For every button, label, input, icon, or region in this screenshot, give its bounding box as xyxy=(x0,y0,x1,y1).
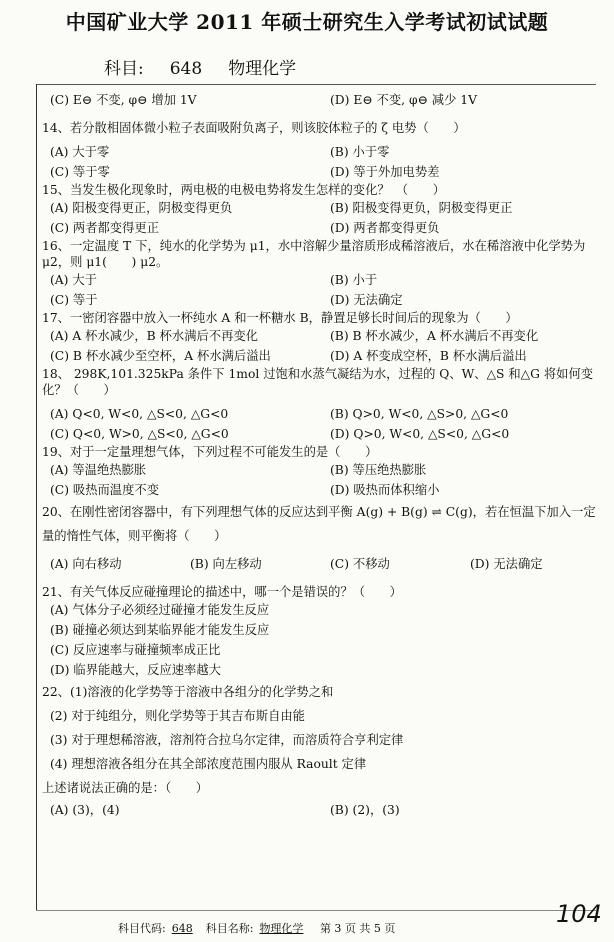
question-text: 21、有关气体反应碰撞理论的描述中，哪一个是错误的？（ ） xyxy=(42,585,402,599)
option-a: (A) (3)，(4) xyxy=(50,803,120,817)
statement-1: 22、(1)溶液的化学势等于溶液中各组分的化学势之和 xyxy=(42,685,334,699)
page-footer xyxy=(118,920,395,936)
option-b: (B) (2)，(3) xyxy=(330,803,400,817)
exam-title: 中国矿业大学 2011 年硕士研究生入学考试初试试题 xyxy=(65,10,549,34)
question-21 xyxy=(42,584,610,680)
question-text: 15、当发生极化现象时，两电极的电极电势将发生怎样的变化？ （ ） xyxy=(42,183,445,197)
option-c: (C) 不移动 xyxy=(330,557,390,571)
footer-code-label: 科目代码: xyxy=(118,922,166,935)
option-a: (A) 气体分子必须经过碰撞才能发生反应 xyxy=(50,603,270,617)
footer-code-value: 648 xyxy=(171,922,193,935)
option-b: (B) 小于 xyxy=(330,273,378,287)
option-b: (B) 向左移动 xyxy=(190,557,262,571)
options xyxy=(50,600,610,680)
option-c: (C) 等于零 xyxy=(50,165,110,179)
option-c: (C) 等于 xyxy=(50,293,98,307)
option-a: (A) 大于零 xyxy=(50,145,110,159)
option-b: (B) 小于零 xyxy=(330,145,390,159)
option-b: (B) 阳极变得更负，阴极变得更正 xyxy=(330,201,513,215)
question-text: 16、一定温度 T 下，纯水的化学势为 μ1，水中溶解少量溶质形成稀溶液后，水在稀溶液中化学势为 μ2，则 μ1( ) μ2。 xyxy=(42,239,586,269)
option-c: (C) 吸热而温度不变 xyxy=(50,483,159,497)
statement-3: (3) 对于理想稀溶液，溶剂符合拉乌尔定律，而溶质符合亨利定律 xyxy=(50,733,404,747)
option-b: (B) 碰撞必须达到某临界能才能发生反应 xyxy=(50,623,270,637)
option-c: (C) 两者都变得更正 xyxy=(50,221,159,235)
footer-name-label: 科目名称: xyxy=(205,922,254,935)
statement-2: (2) 对于纯组分，则化学势等于其吉布斯自由能 xyxy=(50,709,305,723)
option-d: (D) 吸热而体积缩小 xyxy=(330,483,440,497)
option-c: (C) B 杯水减少至空杯，A 杯水满后溢出 xyxy=(50,349,271,363)
options xyxy=(50,554,610,574)
options xyxy=(50,142,610,182)
footer-name-value: 物理化学 xyxy=(259,922,304,935)
question-text: 18、 298K,101.325kPa 条件下 1mol 过饱和水蒸气凝结为水，过程的 Q、W、△S 和△G 将如何变化？（ ） xyxy=(42,367,594,397)
question-14 xyxy=(42,120,610,182)
options xyxy=(50,800,610,820)
subject-name: 物理化学 xyxy=(228,59,297,79)
question-19 xyxy=(42,444,610,500)
exam-content xyxy=(42,90,610,820)
option-a: (A) 等温绝热膨胀 xyxy=(50,463,147,477)
subject-code: 648 xyxy=(169,59,203,79)
option-b: (B) Q>0, W<0, △S>0, △G<0 xyxy=(330,407,509,421)
option-d: (D) 临界能越大，反应速率越大 xyxy=(50,663,221,677)
question-text: 14、若分散相固体微小粒子表面吸附负离子，则该胶体粒子的 ζ 电势（ ） xyxy=(42,121,466,135)
option-b: (B) B 杯水减少，A 杯水满后不再变化 xyxy=(330,329,539,343)
option-c: (C) Q<0, W>0, △S<0, △G<0 xyxy=(50,427,229,441)
question-text: 17、一密闭容器中放入一杯纯水 A 和一杯糖水 B，静置足够长时间后的现象为（ ） xyxy=(42,311,518,325)
footer-page: 第 3 页 共 5 页 xyxy=(319,922,396,935)
question-18 xyxy=(42,366,610,444)
question-17 xyxy=(42,310,610,366)
option-d: (D) 两者都变得更负 xyxy=(330,221,440,235)
handwritten-page-number: 104 xyxy=(556,900,602,928)
page-frame-bottom xyxy=(36,910,596,911)
option-d: (D) A 杯变成空杯，B 杯水满后溢出 xyxy=(330,349,527,363)
option-a: (A) A 杯水减少，B 杯水满后不再变化 xyxy=(50,329,258,343)
question-16 xyxy=(42,238,610,310)
question-22 xyxy=(42,680,610,820)
page-frame-left xyxy=(36,84,37,910)
option-carry-c: (C) E⊖ 不变, φ⊖ 增加 1V xyxy=(50,93,197,107)
option-a: (A) 向右移动 xyxy=(50,557,122,571)
option-carry-d: (D) E⊖ 不变, φ⊖ 减少 1V xyxy=(330,93,477,107)
option-a: (A) 阳极变得更正，阴极变得更负 xyxy=(50,201,233,215)
question-20 xyxy=(42,500,610,574)
subject-label: 科目: xyxy=(104,59,144,79)
subject-line xyxy=(104,54,322,79)
carryover-options xyxy=(50,90,610,110)
option-d: (D) 无法确定 xyxy=(330,293,403,307)
options xyxy=(50,460,610,500)
question-text: 20、在刚性密闭容器中，有下列理想气体的反应达到平衡 A(g) + B(g) ⇌ C(g)，若在恒温下加入一定量的惰性气体，则平衡将（ ） xyxy=(42,505,596,543)
option-a: (A) 大于 xyxy=(50,273,97,287)
statement-4: (4) 理想溶液各组分在其全部浓度范围内服从 Raoult 定律 xyxy=(50,757,367,771)
options xyxy=(50,270,610,310)
option-c: (C) 反应速率与碰撞频率成正比 xyxy=(50,643,221,657)
option-d: (D) Q>0, W<0, △S<0, △G<0 xyxy=(330,427,510,441)
question-text: 19、对于一定量理想气体，下列过程不可能发生的是（ ） xyxy=(42,445,378,459)
options xyxy=(50,326,610,366)
option-d: (D) 无法确定 xyxy=(470,557,543,571)
option-d: (D) 等于外加电势差 xyxy=(330,165,440,179)
page-frame-top xyxy=(36,84,596,85)
options xyxy=(50,404,610,444)
options xyxy=(50,198,610,238)
option-b: (B) 等压绝热膨胀 xyxy=(330,463,427,477)
question-15 xyxy=(42,182,610,238)
option-a: (A) Q<0, W<0, △S<0, △G<0 xyxy=(50,407,229,421)
question-prompt: 上述诸说法正确的是：（ ） xyxy=(42,781,209,795)
